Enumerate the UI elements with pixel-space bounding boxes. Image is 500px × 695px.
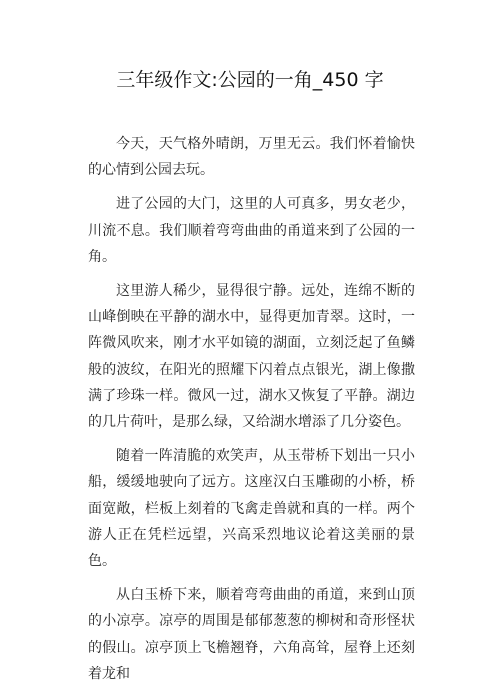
paragraph: 今天，天气格外晴朗，万里无云。我们怀着愉快的心情到公园去玩。 bbox=[88, 136, 415, 179]
document-title: 三年级作文:公园的一角_450 字 bbox=[116, 69, 384, 91]
paragraph: 随着一阵清脆的欢笑声，从玉带桥下划出一只小船，缓缓地驶向了远方。这座汉白玉雕砌的小桥，桥面宽敞，栏板上刻着的飞禽走兽就和真的一样。两个游人正在凭栏远望，兴高采烈地议论着这美丽的景色。 bbox=[88, 448, 415, 570]
paragraph: 从白玉桥下来，顺着弯弯曲曲的甬道，来到山顶的小凉亭。凉亭的周围是郁郁葱葱的柳树和奇形怪状的假山。凉亭顶上飞檐翘脊，六角高耸，屋脊上还刻着龙和 bbox=[88, 587, 415, 682]
paragraph: 这里游人稀少，显得很宁静。远处，连绵不断的山峰倒映在平静的湖水中，显得更加青翠。这时，一阵微风吹来，刚才水平如镜的湖面，立刻泛起了鱼鳞般的波纹，在阳光的照耀下闪着点点银光，湖上像撒满了珍珠一样。微风一过，湖水又恢复了平静。湖边的几片荷叶，是那么绿，又给湖水增添了几分姿色。 bbox=[88, 283, 415, 431]
document-body bbox=[88, 131, 415, 695]
paragraph: 进了公园的大门，这里的人可真多，男女老少，川流不息。我们顺着弯弯曲曲的甬道来到了公园的一角。 bbox=[88, 196, 415, 265]
